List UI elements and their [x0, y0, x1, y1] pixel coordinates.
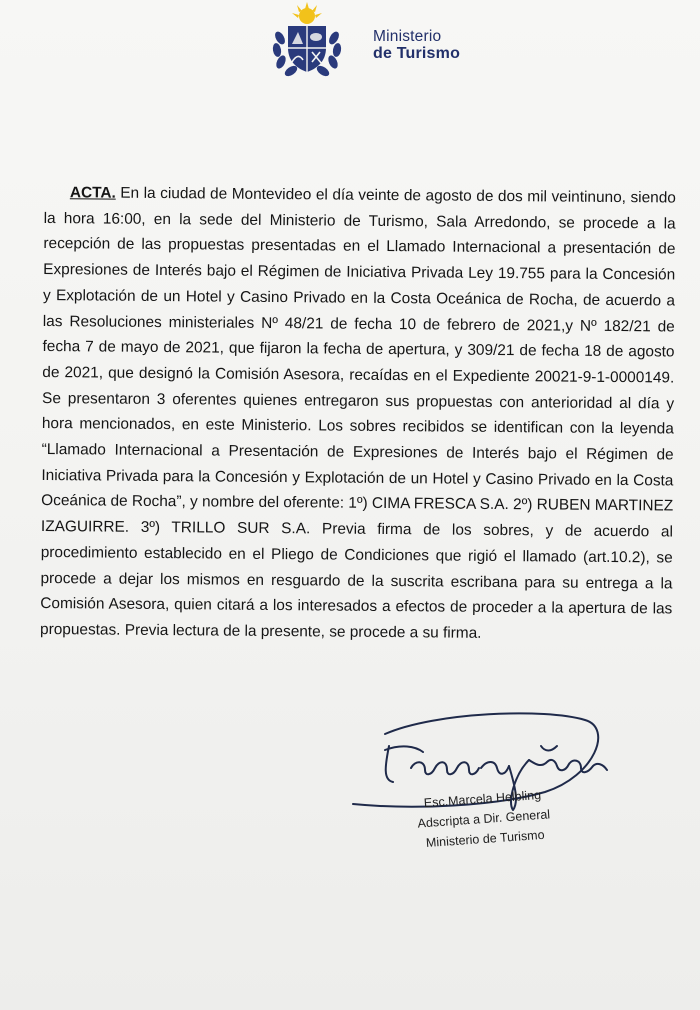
ministry-name [373, 28, 460, 62]
acta-label: ACTA. [69, 184, 116, 202]
signer-name: Esc.Marcela Helbling [423, 787, 542, 811]
signer-organization: Ministerio de Turismo [425, 827, 545, 851]
acta-paragraph [40, 180, 676, 648]
coat-of-arms-icon [270, 2, 344, 78]
ministry-logo [270, 2, 480, 82]
signer-role: Adscripta a Dir. General [417, 807, 551, 831]
acta-body: En la ciudad de Montevideo el día veinte de agosto de dos mil veintinuno, siendo la hora 16:00, en la sede del Ministerio de Turismo, Sala Arredondo, se procede a la recepción de las propuestas presentadas en el Llamado Internacional a presentación de Expresiones de Interés bajo el Régimen de Iniciativa Privada Ley 19.755 para la Concesión y Explotación de un Hotel y Casino Privado en la Costa Oceánica de Rocha, de acuerdo a las Resoluciones ministeriales Nº 48/21 de fecha 10 de febrero de 2021,y Nº 182/21 de fecha 7 de mayo de 2021, que fijaron la fecha de apertura, y 309/21 de fecha 18 de agosto de 2021, que designó la Comisión Asesora, recaídas en el Expediente 20021-9-1-0000149. Se presentaron 3 oferentes quienes entregaron sus propuestas con anterioridad al día y hora mencionados, en este Ministerio. Los sobres recibidos se identifican con la leyenda “Llamado Internacional a Presentación de Expresiones de Interés bajo el Régimen de Iniciativa Privada para la Concesión y Explotación de un Hotel y Casino Privado en la Costa Oceánica de Rocha”, y nombre del oferente: 1º) CIMA FRESCA S.A. 2º) RUBEN MARTINEZ IZAGUIRRE. 3º) TRILLO SUR S.A. Previa firma de los sobres, y de acuerdo al procedimiento establecido en el Pliego de Condiciones que rigió el llamado (art.10.2), se procede a dejar los mismos en resguardo de la suscrita escribana para su entrega a la Comisión Asesora, quien citará a los interesados a efectos de proceder a la apertura de las propuestas. Previa lectura de la presente, se procede a su firma. [40, 184, 676, 642]
signature-stamp [382, 782, 586, 856]
ministry-name-line2: de Turismo [373, 45, 461, 62]
acta-text [40, 180, 676, 648]
ministry-name-line1: Ministerio [373, 28, 442, 45]
